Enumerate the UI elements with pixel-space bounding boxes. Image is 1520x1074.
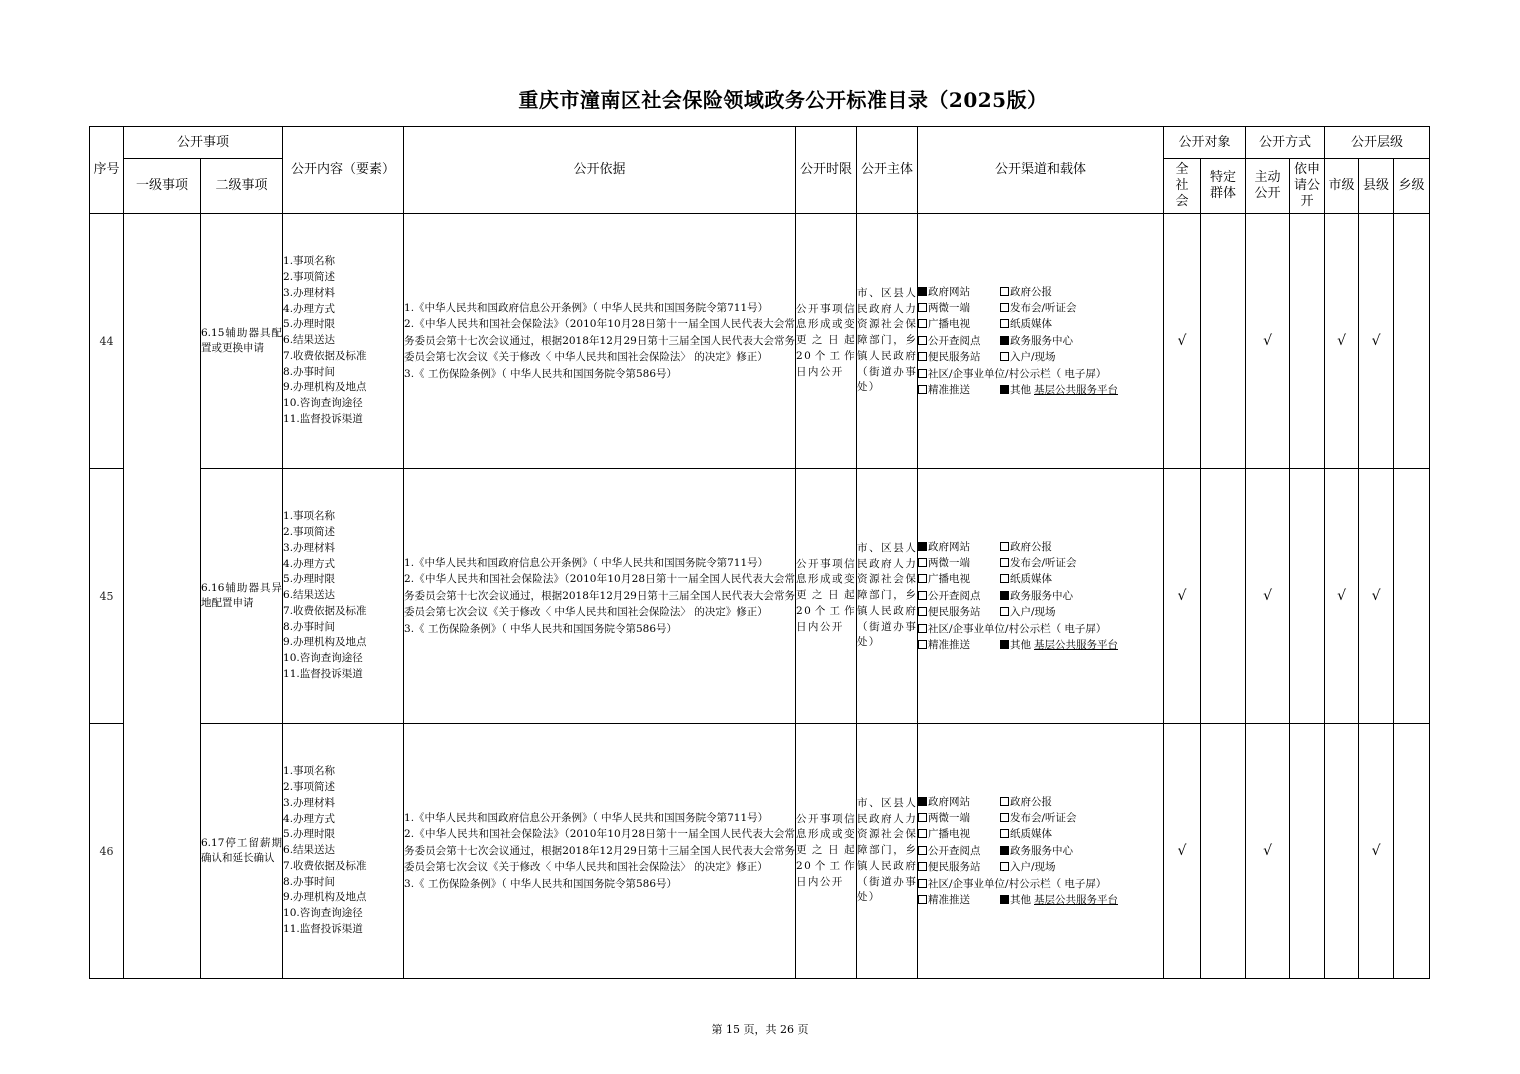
- channel-item: [1000, 316, 1052, 332]
- content-item: 5.办理时限: [283, 318, 336, 331]
- unchecked-box-icon: [918, 336, 927, 345]
- content-item: 7.收费依据及标准: [283, 349, 367, 362]
- channel-line: [918, 555, 1163, 571]
- unchecked-box-icon: [1000, 303, 1009, 312]
- channel-line: [918, 333, 1163, 349]
- content-item: 1.事项名称: [283, 255, 336, 268]
- channel-label: 公开查阅点: [928, 589, 981, 602]
- channel-label: 便民服务站: [928, 351, 981, 364]
- row-level2: 6.17停工留薪期确认和延长确认: [201, 724, 283, 979]
- channel-extra: 基层公共服务平台: [1034, 638, 1119, 651]
- channel-label: 公开查阅点: [928, 334, 981, 347]
- channel-label: 政府网站: [928, 285, 971, 298]
- content-item: 4.办理方式: [283, 557, 336, 570]
- unchecked-box-icon: [918, 352, 927, 361]
- row-level2: 6.16辅助器具异地配置申请: [201, 469, 283, 724]
- channel-label: 发布会/听证会: [1010, 557, 1077, 570]
- channel-item: [1000, 349, 1056, 365]
- content-item: 11.监督投诉渠道: [283, 668, 363, 681]
- unchecked-box-icon: [1000, 558, 1009, 567]
- channel-item: [918, 604, 1000, 620]
- channel-label: 便民服务站: [928, 861, 981, 874]
- channel-item: [918, 382, 1000, 398]
- channel-label: 社区/企事业单位/村公示栏（ 电子屏）: [928, 367, 1107, 380]
- content-item: 2.事项简述: [283, 525, 336, 538]
- channel-label: 广播电视: [928, 573, 971, 586]
- channel-label: 政务服务中心: [1010, 589, 1074, 602]
- checked-box-icon: [1000, 895, 1009, 904]
- content-item: 2.事项简述: [283, 270, 336, 283]
- row-time-limit: 公开事项信息形成或变更之日起20个工作日内公开: [796, 214, 857, 469]
- channel-item: [1000, 588, 1073, 604]
- content-item: 2.事项简述: [283, 780, 336, 793]
- row-channels: [918, 724, 1164, 979]
- unchecked-box-icon: [1000, 542, 1009, 551]
- unchecked-box-icon: [918, 369, 927, 378]
- unchecked-box-icon: [1000, 829, 1009, 838]
- basis-item: 2.《中华人民共和国社会保险法》（2010年10月28日第十一届全国人民代表大会常务委员会第十七次会议通过，根据2018年12月29日第十三届全国人民代表大会常务委员会第七次会议《关于修改〈 中华人民共和国社会保险法〉 的决定》修正）: [404, 318, 796, 364]
- channel-extra: 基层公共服务平台: [1034, 893, 1119, 906]
- unchecked-box-icon: [1000, 319, 1009, 328]
- header-specific-group: 特定群体: [1201, 159, 1246, 214]
- channel-label: 精准推送: [928, 383, 971, 396]
- mark-specific: [1201, 214, 1246, 469]
- channel-item: [918, 621, 1106, 637]
- header-seq: 序号: [90, 127, 124, 214]
- header-town: 乡级: [1394, 159, 1430, 214]
- content-item: 6.结果送达: [283, 844, 336, 857]
- content-item: 8.办事时间: [283, 365, 336, 378]
- channel-label: 政府网站: [928, 540, 971, 553]
- channel-label: 其他: [1010, 383, 1032, 396]
- channel-item: [1000, 539, 1052, 555]
- mark-specific: [1201, 469, 1246, 724]
- content-item: 8.办事时间: [283, 620, 336, 633]
- channel-label: 两微一端: [928, 302, 971, 315]
- channel-item: [1000, 382, 1118, 398]
- channel-item: [918, 300, 1000, 316]
- header-basis: 公开依据: [404, 127, 796, 214]
- channel-item: [918, 826, 1000, 842]
- unchecked-box-icon: [918, 303, 927, 312]
- channel-label: 两微一端: [928, 557, 971, 570]
- channel-item: [918, 555, 1000, 571]
- channel-item: [918, 539, 1000, 555]
- basis-item: 1.《中华人民共和国政府信息公开条例》（ 中华人民共和国国务院令第711号）: [404, 811, 769, 824]
- unchecked-box-icon: [1000, 574, 1009, 583]
- channel-label: 政府公报: [1010, 540, 1053, 553]
- content-item: 5.办理时限: [283, 828, 336, 841]
- mark-county: √: [1359, 724, 1394, 979]
- unchecked-box-icon: [1000, 813, 1009, 822]
- channel-label: 政府网站: [928, 795, 971, 808]
- unchecked-box-icon: [918, 813, 927, 822]
- content-item: 11.监督投诉渠道: [283, 923, 363, 936]
- checked-box-icon: [918, 287, 927, 296]
- unchecked-box-icon: [1000, 287, 1009, 296]
- channel-line: [918, 284, 1163, 300]
- basis-item: 2.《中华人民共和国社会保险法》（2010年10月28日第十一届全国人民代表大会常务委员会第十七次会议通过，根据2018年12月29日第十三届全国人民代表大会常务委员会第七次会议《关于修改〈 中华人民共和国社会保险法〉 的决定》修正）: [404, 828, 796, 874]
- content-item: 4.办理方式: [283, 812, 336, 825]
- content-item: 1.事项名称: [283, 510, 336, 523]
- checked-box-icon: [1000, 640, 1009, 649]
- channel-line: [918, 794, 1163, 810]
- table-row: [90, 724, 1430, 979]
- channel-label: 其他: [1010, 893, 1032, 906]
- row-basis: [404, 214, 796, 469]
- channel-item: [918, 843, 1000, 859]
- level1-cell: [124, 214, 201, 979]
- channel-item: [918, 571, 1000, 587]
- unchecked-box-icon: [918, 607, 927, 616]
- row-subject: 市、区县人民政府人力资源社会保障部门，乡镇人民政府（街道办事处）: [857, 724, 918, 979]
- row-level2: 6.15辅助器具配置或更换申请: [201, 214, 283, 469]
- content-item: 1.事项名称: [283, 765, 336, 778]
- row-time-limit: 公开事项信息形成或变更之日起20个工作日内公开: [796, 469, 857, 724]
- unchecked-box-icon: [918, 319, 927, 328]
- mark-active: √: [1246, 469, 1290, 724]
- channel-line: [918, 366, 1163, 382]
- channel-line: [918, 571, 1163, 587]
- channel-item: [1000, 555, 1077, 571]
- mark-town: [1394, 214, 1430, 469]
- channel-line: [918, 843, 1163, 859]
- channel-item: [918, 892, 1000, 908]
- channel-line: [918, 621, 1163, 637]
- channel-extra: 基层公共服务平台: [1034, 383, 1119, 396]
- unchecked-box-icon: [918, 640, 927, 649]
- channel-item: [1000, 284, 1052, 300]
- unchecked-box-icon: [1000, 607, 1009, 616]
- unchecked-box-icon: [918, 591, 927, 600]
- unchecked-box-icon: [918, 846, 927, 855]
- disclosure-table: [89, 126, 1430, 979]
- content-item: 6.结果送达: [283, 589, 336, 602]
- header-level-group: 公开层级: [1325, 127, 1430, 159]
- channel-label: 发布会/听证会: [1010, 302, 1077, 315]
- channel-label: 便民服务站: [928, 606, 981, 619]
- mark-request: [1290, 214, 1325, 469]
- channel-label: 纸质媒体: [1010, 573, 1053, 586]
- content-item: 3.办理材料: [283, 541, 336, 554]
- row-channels: [918, 214, 1164, 469]
- channel-item: [1000, 300, 1077, 316]
- mark-active: √: [1246, 214, 1290, 469]
- mark-town: [1394, 469, 1430, 724]
- checked-box-icon: [918, 797, 927, 806]
- channel-line: [918, 349, 1163, 365]
- row-content: [283, 214, 404, 469]
- mark-all: √: [1164, 724, 1201, 979]
- header-content: 公开内容（要素）: [283, 127, 404, 214]
- mark-town: [1394, 724, 1430, 979]
- channel-label: 广播电视: [928, 318, 971, 331]
- channel-label: 政务服务中心: [1010, 334, 1074, 347]
- content-item: 9.办理机构及地点: [283, 891, 367, 904]
- channel-label: 发布会/听证会: [1010, 812, 1077, 825]
- channel-item: [918, 366, 1106, 382]
- document-title: 重庆市潼南区社会保险领域政务公开标准目录（2025版）: [518, 88, 1048, 112]
- row-time-limit: 公开事项信息形成或变更之日起20个工作日内公开: [796, 724, 857, 979]
- basis-item: 3.《 工伤保险条例》（ 中华人民共和国国务院令第586号）: [404, 367, 677, 380]
- channel-item: [918, 588, 1000, 604]
- unchecked-box-icon: [918, 829, 927, 838]
- channel-item: [1000, 843, 1073, 859]
- channel-line: [918, 876, 1163, 892]
- channel-item: [1000, 810, 1077, 826]
- content-item: 6.结果送达: [283, 334, 336, 347]
- channel-label: 社区/企事业单位/村公示栏（ 电子屏）: [928, 622, 1107, 635]
- mark-city: √: [1325, 469, 1359, 724]
- checked-box-icon: [1000, 591, 1009, 600]
- channel-line: [918, 300, 1163, 316]
- channel-line: [918, 826, 1163, 842]
- content-item: 8.办事时间: [283, 875, 336, 888]
- channel-line: [918, 810, 1163, 826]
- channel-label: 入户/现场: [1010, 351, 1056, 364]
- channel-item: [1000, 892, 1118, 908]
- channel-item: [918, 637, 1000, 653]
- channel-line: [918, 539, 1163, 555]
- channel-label: 公开查阅点: [928, 844, 981, 857]
- content-item: 10.咨询查询途径: [283, 652, 363, 665]
- unchecked-box-icon: [918, 624, 927, 633]
- mark-active: √: [1246, 724, 1290, 979]
- mark-request: [1290, 724, 1325, 979]
- basis-item: 2.《中华人民共和国社会保险法》（2010年10月28日第十一届全国人民代表大会常务委员会第十七次会议通过，根据2018年12月29日第十三届全国人民代表大会常务委员会第七次会议《关于修改〈 中华人民共和国社会保险法〉 的决定》修正）: [404, 573, 796, 619]
- checked-box-icon: [1000, 846, 1009, 855]
- row-subject: 市、区县人民政府人力资源社会保障部门，乡镇人民政府（街道办事处）: [857, 469, 918, 724]
- channel-line: [918, 382, 1163, 398]
- channel-item: [1000, 826, 1052, 842]
- channel-label: 精准推送: [928, 638, 971, 651]
- channel-line: [918, 588, 1163, 604]
- mark-city: [1325, 724, 1359, 979]
- channel-item: [1000, 794, 1052, 810]
- channel-item: [1000, 859, 1056, 875]
- header-target-group: 公开对象: [1164, 127, 1246, 159]
- basis-item: 3.《 工伤保险条例》（ 中华人民共和国国务院令第586号）: [404, 877, 677, 890]
- row-basis: [404, 469, 796, 724]
- channel-label: 广播电视: [928, 828, 971, 841]
- channel-item: [918, 794, 1000, 810]
- header-active: 主动公开: [1246, 159, 1290, 214]
- content-item: 4.办理方式: [283, 302, 336, 315]
- content-item: 7.收费依据及标准: [283, 859, 367, 872]
- row-channels: [918, 469, 1164, 724]
- basis-item: 3.《 工伤保险条例》（ 中华人民共和国国务院令第586号）: [404, 622, 677, 635]
- channel-item: [918, 349, 1000, 365]
- header-level2: 二级事项: [201, 159, 283, 214]
- channel-item: [1000, 637, 1118, 653]
- row-seq: 46: [90, 724, 124, 979]
- channel-item: [918, 316, 1000, 332]
- channel-label: 政务服务中心: [1010, 844, 1074, 857]
- content-item: 10.咨询查询途径: [283, 907, 363, 920]
- content-item: 9.办理机构及地点: [283, 381, 367, 394]
- checked-box-icon: [1000, 385, 1009, 394]
- channel-item: [918, 810, 1000, 826]
- channel-item: [1000, 571, 1052, 587]
- channel-line: [918, 637, 1163, 653]
- content-item: 9.办理机构及地点: [283, 636, 367, 649]
- channel-item: [1000, 604, 1056, 620]
- channel-label: 两微一端: [928, 812, 971, 825]
- unchecked-box-icon: [918, 862, 927, 871]
- channel-line: [918, 859, 1163, 875]
- mark-county: √: [1359, 469, 1394, 724]
- unchecked-box-icon: [918, 879, 927, 888]
- row-content: [283, 469, 404, 724]
- unchecked-box-icon: [1000, 352, 1009, 361]
- table-row: [90, 469, 1430, 724]
- channel-line: [918, 316, 1163, 332]
- basis-item: 1.《中华人民共和国政府信息公开条例》（ 中华人民共和国国务院令第711号）: [404, 556, 769, 569]
- channel-label: 精准推送: [928, 893, 971, 906]
- channel-item: [918, 284, 1000, 300]
- header-time-limit: 公开时限: [796, 127, 857, 214]
- content-item: 5.办理时限: [283, 573, 336, 586]
- row-seq: 45: [90, 469, 124, 724]
- channel-label: 政府公报: [1010, 795, 1053, 808]
- content-item: 3.办理材料: [283, 796, 336, 809]
- channel-label: 入户/现场: [1010, 861, 1056, 874]
- channel-item: [918, 876, 1106, 892]
- channel-label: 纸质媒体: [1010, 828, 1053, 841]
- mark-request: [1290, 469, 1325, 724]
- row-content: [283, 724, 404, 979]
- channel-label: 入户/现场: [1010, 606, 1056, 619]
- header-channels: 公开渠道和载体: [918, 127, 1164, 214]
- header-county: 县级: [1359, 159, 1394, 214]
- content-item: 10.咨询查询途径: [283, 397, 363, 410]
- header-subject: 公开主体: [857, 127, 918, 214]
- basis-item: 1.《中华人民共和国政府信息公开条例》（ 中华人民共和国国务院令第711号）: [404, 301, 769, 314]
- unchecked-box-icon: [918, 895, 927, 904]
- unchecked-box-icon: [1000, 797, 1009, 806]
- channel-label: 社区/企事业单位/村公示栏（ 电子屏）: [928, 877, 1107, 890]
- content-item: 7.收费依据及标准: [283, 604, 367, 617]
- row-subject: 市、区县人民政府人力资源社会保障部门，乡镇人民政府（街道办事处）: [857, 214, 918, 469]
- unchecked-box-icon: [918, 558, 927, 567]
- checked-box-icon: [918, 542, 927, 551]
- channel-line: [918, 604, 1163, 620]
- channel-item: [918, 333, 1000, 349]
- channel-line: [918, 892, 1163, 908]
- content-item: 3.办理材料: [283, 286, 336, 299]
- mark-county: √: [1359, 214, 1394, 469]
- content-item: 11.监督投诉渠道: [283, 413, 363, 426]
- channel-label: 政府公报: [1010, 285, 1053, 298]
- unchecked-box-icon: [1000, 862, 1009, 871]
- header-all-society: 全社会: [1164, 159, 1201, 214]
- mark-city: √: [1325, 214, 1359, 469]
- row-basis: [404, 724, 796, 979]
- header-level1: 一级事项: [124, 159, 201, 214]
- header-method-group: 公开方式: [1246, 127, 1325, 159]
- channel-item: [1000, 333, 1073, 349]
- mark-all: √: [1164, 469, 1201, 724]
- page-footer: 第 15 页，共 26 页: [711, 1023, 809, 1036]
- table-row: [90, 214, 1430, 469]
- channel-label: 纸质媒体: [1010, 318, 1053, 331]
- header-on-request: 依申请公开: [1290, 159, 1325, 214]
- mark-all: √: [1164, 214, 1201, 469]
- header-city: 市级: [1325, 159, 1359, 214]
- channel-label: 其他: [1010, 638, 1032, 651]
- mark-specific: [1201, 724, 1246, 979]
- channel-item: [918, 859, 1000, 875]
- row-seq: 44: [90, 214, 124, 469]
- checked-box-icon: [1000, 336, 1009, 345]
- unchecked-box-icon: [918, 574, 927, 583]
- header-item-group: 公开事项: [124, 127, 283, 159]
- unchecked-box-icon: [918, 385, 927, 394]
